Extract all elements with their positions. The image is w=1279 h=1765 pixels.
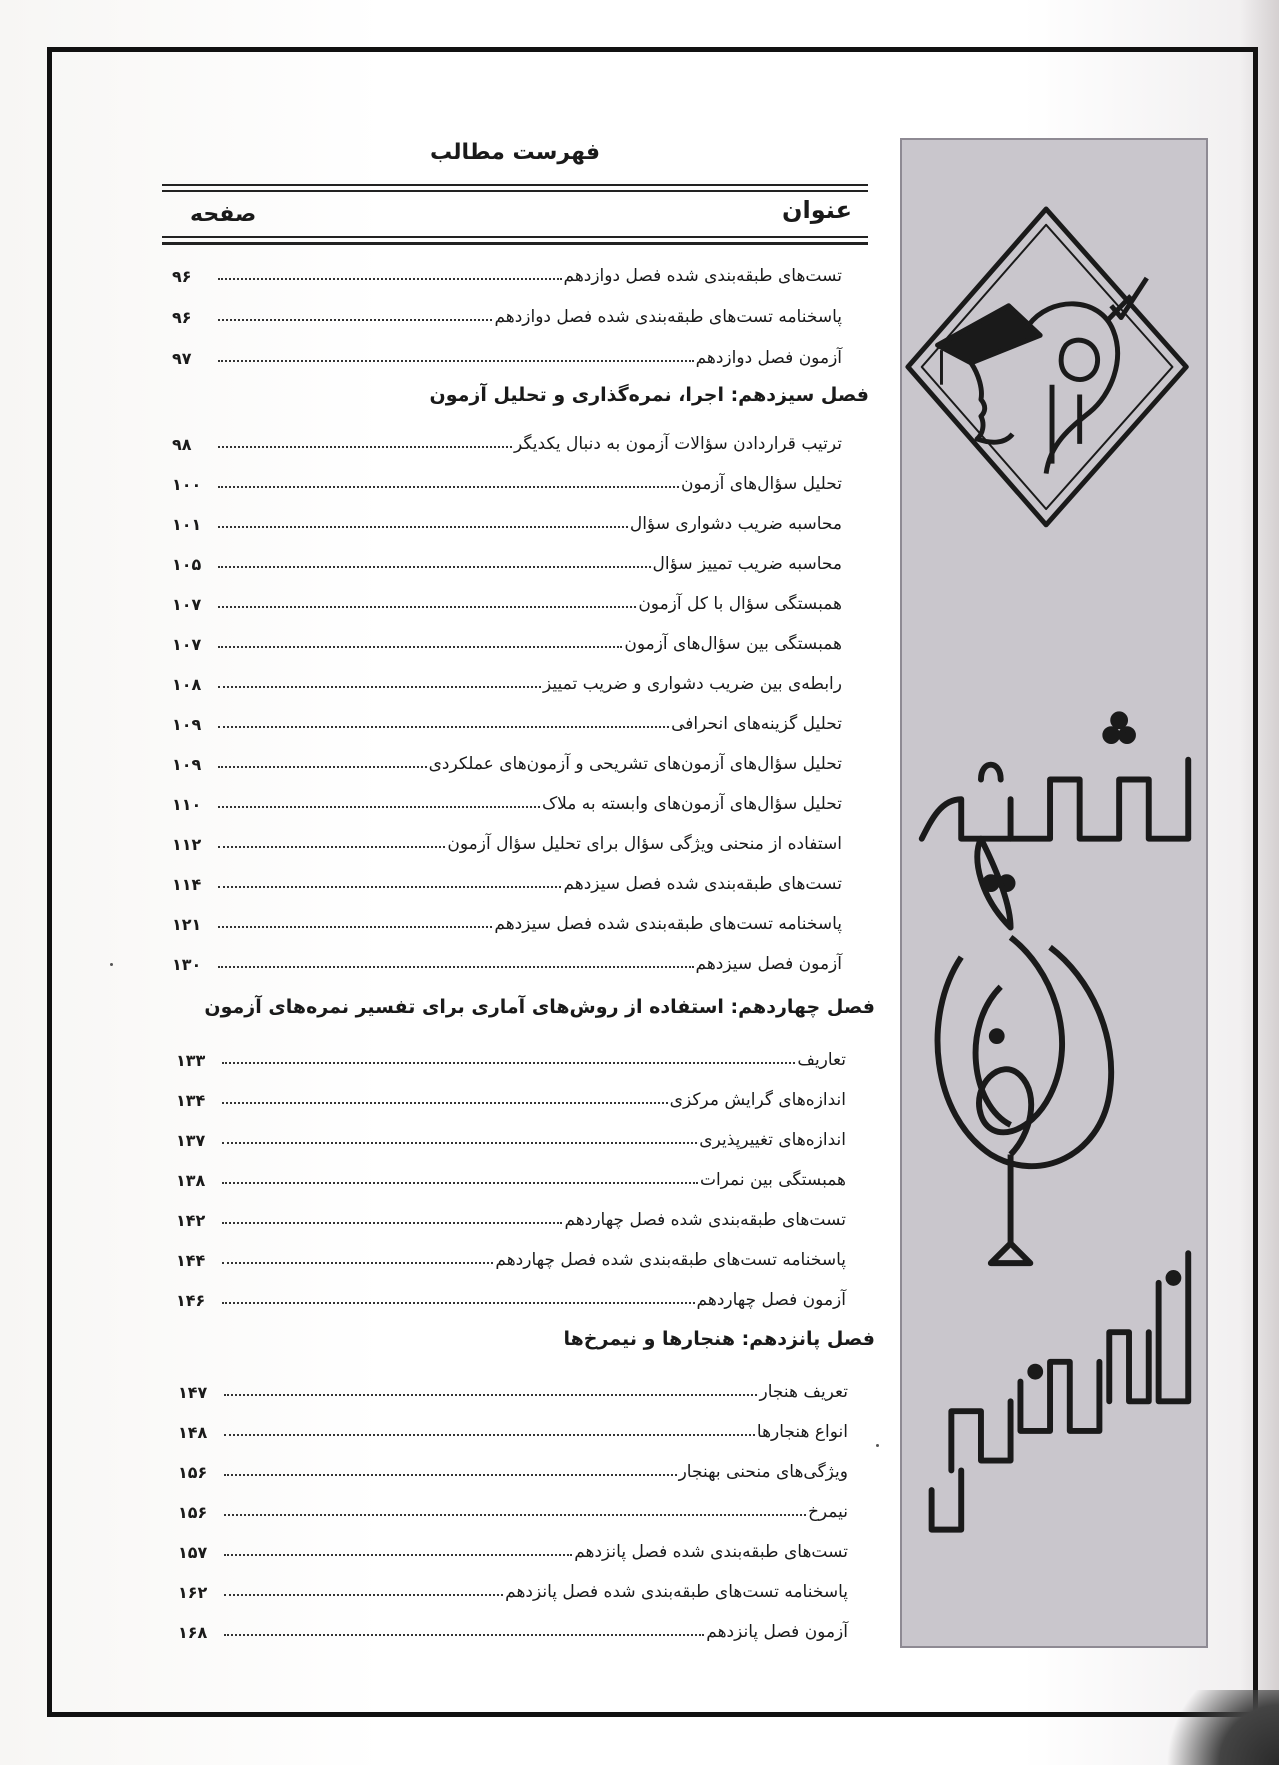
toc-entry[interactable]: [172, 256, 842, 286]
toc-entry-text: آزمون فصل سیزدهم: [695, 954, 842, 974]
leader-dots: [218, 966, 694, 968]
toc-entry-page: ۱۳۳: [176, 1051, 206, 1070]
leader-dots: [218, 646, 622, 648]
leader-dots: [218, 360, 694, 362]
toc-entry[interactable]: [172, 297, 842, 327]
toc-entry-text: تست‌های طبقه‌بندی شده فصل دوازدهم: [563, 266, 842, 286]
leader-dots: [218, 766, 427, 768]
leader-dots: [222, 1182, 698, 1184]
toc-entry-text: تعاریف: [797, 1050, 846, 1070]
toc-entry[interactable]: [172, 744, 842, 774]
leader-dots: [218, 726, 669, 728]
leader-dots: [218, 606, 636, 608]
toc-entry-page: ۱۰۷: [172, 635, 202, 654]
chapter-heading: فصل پانزدهم: هنجارها و نیمرخ‌ها: [563, 1328, 875, 1350]
toc-entry-text: ترتیب قراردادن سؤالات آزمون به دنبال یکدیگر: [514, 434, 842, 454]
toc-entry[interactable]: [176, 1240, 846, 1270]
print-speck: [876, 1444, 879, 1447]
header-rule: [162, 242, 868, 245]
toc-entry[interactable]: [176, 1200, 846, 1230]
toc-entry-page: ۱۳۸: [176, 1171, 206, 1190]
toc-entry-page: ۱۰۰: [172, 475, 202, 494]
toc-entry-text: نیمرخ: [807, 1502, 848, 1522]
toc-entry-text: تحلیل سؤال‌های آزمون‌های وابسته به ملاک: [541, 794, 842, 814]
toc-entry-page: ۱۰۹: [172, 755, 202, 774]
leader-dots: [218, 446, 512, 448]
toc-entry[interactable]: [176, 1040, 846, 1070]
toc-entry[interactable]: [178, 1612, 848, 1642]
sharif-calligraphy-text: [922, 714, 1188, 889]
toc-entry[interactable]: [176, 1280, 846, 1310]
toc-entry-page: ۱۴۸: [178, 1423, 208, 1442]
toc-entry-page: ۱۰۹: [172, 715, 202, 734]
toc-entry-text: اندازه‌های گرایش مرکزی: [669, 1090, 846, 1110]
toc-entry[interactable]: [178, 1452, 848, 1482]
toc-entry-page: ۱۱۲: [172, 835, 202, 854]
toc-entry-page: ۱۴۴: [176, 1251, 206, 1270]
toc-entry[interactable]: [178, 1492, 848, 1522]
leader-dots: [222, 1062, 795, 1064]
toc-entry-page: ۱۵۷: [178, 1543, 208, 1562]
toc-entry-text: تست‌های طبقه‌بندی شده فصل سیزدهم: [563, 874, 842, 894]
toc-entry-text: پاسخنامه تست‌های طبقه‌بندی شده فصل سیزدهم: [494, 914, 842, 934]
column-header-title: عنوان: [782, 196, 852, 224]
toc-entry-page: ۱۰۸: [172, 675, 202, 694]
toc-entry-page: ۱۳۴: [176, 1091, 206, 1110]
toc-entry[interactable]: [172, 584, 842, 614]
toc-entry-page: ۱۰۱: [172, 515, 202, 534]
leader-dots: [218, 686, 541, 688]
page-title: فهرست مطالب: [429, 140, 601, 165]
toc-entry[interactable]: [172, 338, 842, 368]
toc-entry-text: تعریف هنجار: [759, 1382, 848, 1402]
leader-dots: [218, 526, 628, 528]
toc-entry-page: ۱۰۵: [172, 555, 202, 574]
header-rule: [162, 184, 868, 186]
diamond-emblem-icon: [908, 209, 1186, 525]
toc-entry-page: ۹۸: [172, 435, 192, 454]
toc-entry[interactable]: [178, 1532, 848, 1562]
leader-dots: [224, 1514, 806, 1516]
leader-dots: [224, 1474, 677, 1476]
toc-entry-page: ۹۶: [172, 308, 192, 327]
print-speck: [110, 963, 113, 966]
leader-dots: [222, 1302, 695, 1304]
toc-entry[interactable]: [176, 1120, 846, 1150]
toc-entry-page: ۱۴۶: [176, 1291, 206, 1310]
toc-entry[interactable]: [172, 664, 842, 694]
toc-entry-page: ۹۷: [172, 349, 192, 368]
leader-dots: [224, 1394, 757, 1396]
leader-dots: [224, 1594, 503, 1596]
toc-entry[interactable]: [172, 704, 842, 734]
toc-entry[interactable]: [178, 1412, 848, 1442]
leader-dots: [218, 886, 561, 888]
toc-entry-text: رابطه‌ی بین ضریب دشواری و ضریب تمییز: [543, 674, 842, 694]
page-edge-shadow: [1240, 0, 1279, 1765]
publisher-banner: [900, 138, 1208, 1648]
leader-dots: [224, 1434, 755, 1436]
toc-entry[interactable]: [178, 1572, 848, 1602]
toc-entry-page: ۱۱۴: [172, 875, 202, 894]
leader-dots: [218, 486, 679, 488]
toc-entry[interactable]: [178, 1372, 848, 1402]
toc-entry-text: همبستگی بین سؤال‌های آزمون: [624, 634, 842, 654]
leader-dots: [218, 319, 492, 321]
toc-entry[interactable]: [172, 784, 842, 814]
publisher-logo-art: [902, 140, 1206, 1646]
toc-entry-page: ۱۵۶: [178, 1463, 208, 1482]
toc-entry-text: پاسخنامه تست‌های طبقه‌بندی شده فصل پانزدهم: [505, 1582, 848, 1602]
toc-entry-text: تحلیل سؤال‌های آزمون: [680, 474, 842, 494]
toc-entry-page: ۱۲۱: [172, 915, 202, 934]
toc-entry-text: همبستگی بین نمرات: [699, 1170, 846, 1190]
leader-dots: [218, 806, 540, 808]
toc-entry[interactable]: [172, 904, 842, 934]
toc-entry-text: آزمون فصل پانزدهم: [706, 1622, 848, 1642]
toc-entry-text: همبستگی سؤال با کل آزمون: [638, 594, 842, 614]
toc-entry[interactable]: [172, 544, 842, 574]
toc-entry-page: ۱۰۷: [172, 595, 202, 614]
leader-dots: [222, 1262, 493, 1264]
toc-entry-page: ۱۳۷: [176, 1131, 206, 1150]
toc-entry-page: ۱۶۲: [178, 1583, 208, 1602]
toc-entry-page: ۹۶: [172, 267, 192, 286]
leader-dots: [218, 566, 651, 568]
toc-entry[interactable]: [172, 864, 842, 894]
toc-entry-page: ۱۴۷: [178, 1383, 208, 1402]
toc-entry-text: استفاده از منحنی ویژگی سؤال برای تحلیل سؤال آزمون: [447, 834, 842, 854]
leader-dots: [222, 1142, 697, 1144]
toc-entry-page: ۱۱۰: [172, 795, 202, 814]
toc-entry[interactable]: [172, 824, 842, 854]
toc-entry-page: ۱۳۰: [172, 955, 202, 974]
toc-entry-text: انواع هنجارها: [756, 1422, 848, 1442]
toc-entry-text: تحلیل گزینه‌های انحرافی: [671, 714, 842, 734]
toc-entry-text: محاسبه ضریب تمییز سؤال: [652, 554, 842, 574]
toc-entry-text: پاسخنامه تست‌های طبقه‌بندی شده فصل دوازدهم: [494, 307, 842, 327]
toc-entry-text: آزمون فصل چهاردهم: [696, 1290, 846, 1310]
leader-dots: [224, 1554, 572, 1556]
tulip-emblem-icon: [938, 839, 1112, 1263]
toc-entry-text: محاسبه ضریب دشواری سؤال: [629, 514, 842, 534]
toc-entry-text: پاسخنامه تست‌های طبقه‌بندی شده فصل چهاردهم: [495, 1250, 846, 1270]
leader-dots: [218, 926, 492, 928]
leader-dots: [222, 1222, 562, 1224]
toc-entry[interactable]: [172, 624, 842, 654]
toc-entry-text: ویژگی‌های منحنی بهنجار: [678, 1462, 848, 1482]
header-rule: [162, 236, 868, 238]
column-header-page: صفحه: [190, 202, 257, 227]
toc-entry[interactable]: [172, 944, 842, 974]
toc-entry-page: ۱۵۶: [178, 1503, 208, 1522]
toc-entry[interactable]: [172, 504, 842, 534]
toc-entry-text: آزمون فصل دوازدهم: [695, 348, 842, 368]
toc-entry-text: تحلیل سؤال‌های آزمون‌های تشریحی و آزمون‌های عملکردی: [428, 754, 842, 774]
toc-entry[interactable]: [176, 1080, 846, 1110]
header-rule: [162, 190, 868, 192]
leader-dots: [224, 1634, 704, 1636]
chapter-heading: فصل سیزدهم: اجرا، نمره‌گذاری و تحلیل آزمون: [429, 384, 869, 406]
corner-shadow: [1150, 1690, 1279, 1765]
leader-dots: [218, 846, 445, 848]
toc-entry[interactable]: [172, 464, 842, 494]
leader-dots: [222, 1102, 668, 1104]
leader-dots: [218, 278, 562, 280]
madresan-calligraphy-text: [932, 1253, 1189, 1529]
toc-entry-page: ۱۶۸: [178, 1623, 208, 1642]
toc-entry[interactable]: [172, 424, 842, 454]
toc-entry[interactable]: [176, 1160, 846, 1190]
toc-entry-text: اندازه‌های تغییرپذیری: [699, 1130, 846, 1150]
toc-entry-page: ۱۴۲: [176, 1211, 206, 1230]
chapter-heading: فصل چهاردهم: استفاده از روش‌های آماری برای تفسیر نمره‌های آزمون: [204, 996, 875, 1018]
toc-entry-text: تست‌های طبقه‌بندی شده فصل چهاردهم: [564, 1210, 846, 1230]
toc-entry-text: تست‌های طبقه‌بندی شده فصل پانزدهم: [574, 1542, 848, 1562]
